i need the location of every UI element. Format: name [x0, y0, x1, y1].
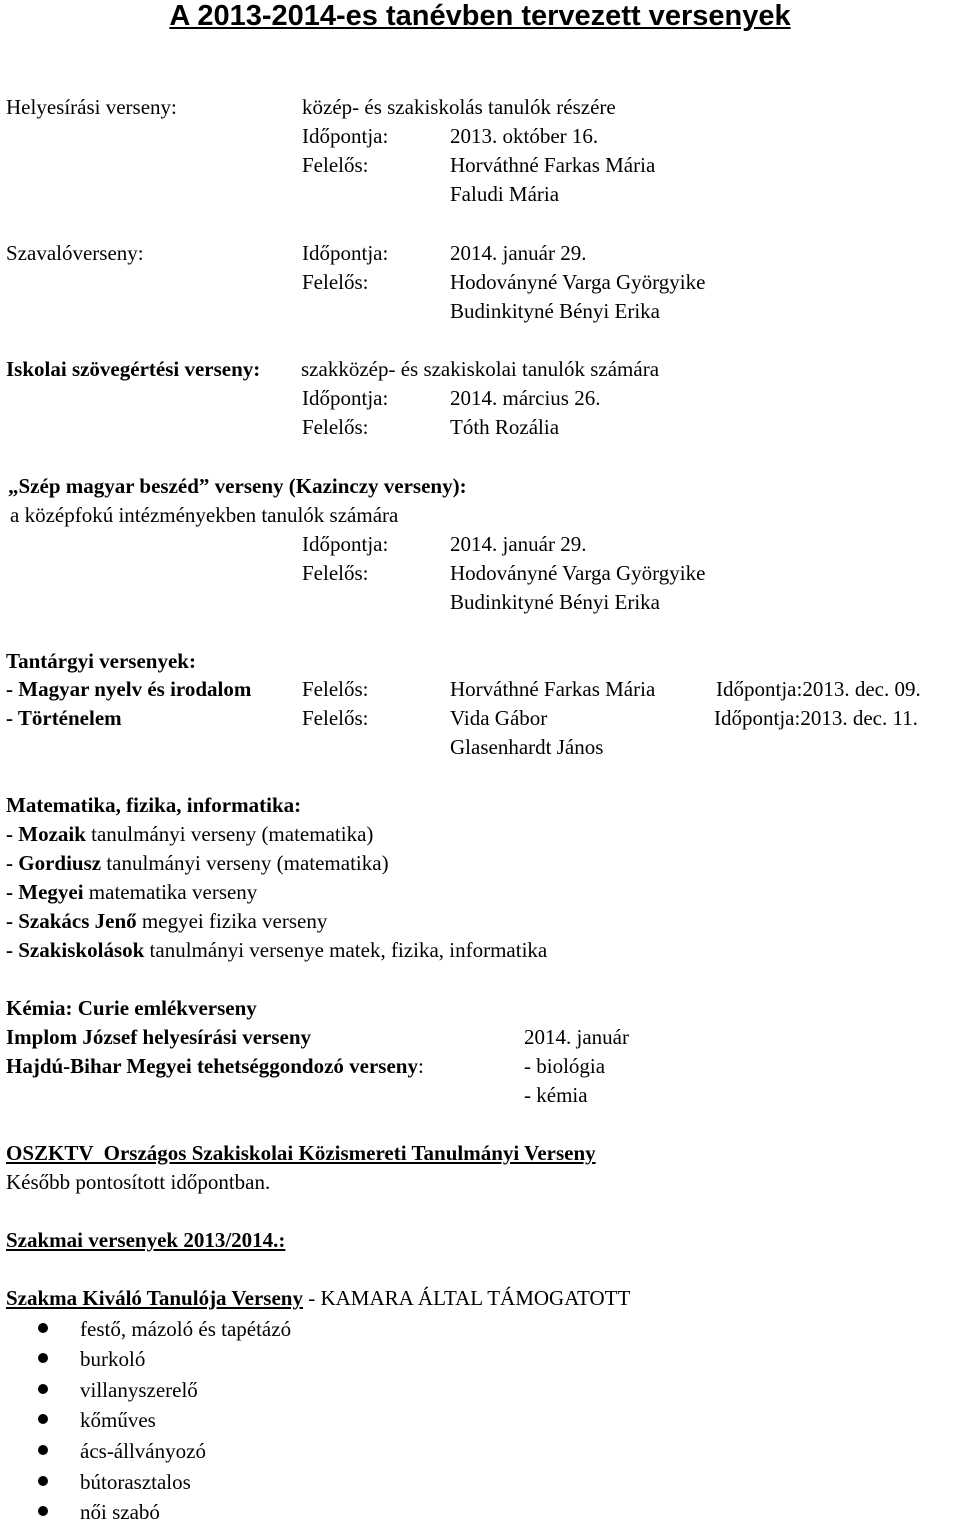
tantargyi-row-1-date: Időpontja:2013. dec. 09. — [716, 677, 921, 701]
bullet-icon — [38, 1476, 48, 1486]
bullet-icon — [38, 1384, 48, 1394]
oszktv-note: Később pontosított időpontban. — [6, 1170, 271, 1194]
bullet-icon — [38, 1353, 48, 1363]
matek-item-5 — [6, 938, 547, 962]
szep-magyar-date: 2014. január 29. — [450, 532, 587, 556]
kemia-line-3-colon: : — [417, 1054, 424, 1078]
matek-item-1-bold: - Mozaik — [6, 822, 86, 846]
matek-item-3-bold: - Megyei — [6, 880, 84, 904]
szovegertes-date-label: Időpontja: — [302, 386, 389, 410]
matek-item-5-rest: tanulmányi versenye matek, fizika, informatika — [144, 938, 548, 962]
tantargyi-row-2-subject: - Történelem — [6, 706, 122, 730]
helyesiras-label: Helyesírási verseny: — [6, 95, 177, 119]
tantargyi-row-1-resp: Horváthné Farkas Mária — [450, 677, 656, 701]
szakma-item-5: ács-állványozó — [80, 1439, 206, 1463]
szakmai-heading: Szakmai versenyek 2013/2014.: — [6, 1228, 286, 1252]
szep-magyar-resp-2: Budinkityné Bényi Erika — [450, 590, 660, 614]
szavalo-label: Szavalóverseny: — [6, 241, 144, 265]
szavalo-resp-2: Budinkityné Bényi Erika — [450, 299, 660, 323]
matek-item-2-rest: tanulmányi verseny (matematika) — [101, 851, 389, 875]
kemia-line-1: Kémia: Curie emlékverseny — [6, 996, 257, 1020]
helyesiras-target: közép- és szakiskolás tanulók részére — [302, 95, 616, 119]
matek-item-2 — [6, 851, 389, 875]
bullet-icon — [38, 1445, 48, 1455]
matek-item-4-rest: megyei fizika verseny — [136, 909, 328, 933]
szakma-kivalo-line — [6, 1286, 630, 1310]
szovegertes-target: szakközép- és szakiskolai tanulók számára — [301, 357, 660, 381]
szakma-item-1: festő, mázoló és tapétázó — [80, 1317, 292, 1341]
helyesiras-resp-2: Faludi Mária — [450, 182, 560, 206]
szakma-item-6: bútorasztalos — [80, 1470, 191, 1494]
kemia-line-2: Implom József helyesírási verseny — [6, 1025, 312, 1049]
matek-item-3-rest: matematika verseny — [83, 880, 258, 904]
tantargyi-row-1-subject: - Magyar nyelv és irodalom — [6, 677, 252, 701]
szavalo-resp-1: Hodoványné Varga Györgyike — [450, 270, 706, 294]
szep-magyar-date-label: Időpontja: — [302, 532, 389, 556]
szavalo-resp-label: Felelős: — [302, 270, 369, 294]
tantargyi-row-2-resp-2: Glasenhardt János — [450, 735, 604, 759]
matek-item-1 — [6, 822, 373, 846]
matek-item-5-bold: - Szakiskolások — [6, 938, 145, 962]
szep-magyar-resp-1: Hodoványné Varga Györgyike — [450, 561, 706, 585]
matek-item-3 — [6, 880, 257, 904]
helyesiras-resp-label: Felelős: — [302, 153, 369, 177]
bullet-icon — [38, 1323, 48, 1333]
matek-item-4 — [6, 909, 327, 933]
szovegertes-label: Iskolai szövegértési verseny: — [6, 357, 261, 381]
kemia-line-3-text: Hajdú-Bihar Megyei tehetséggondozó verseny — [6, 1054, 418, 1078]
tantargyi-row-2-resp-label: Felelős: — [302, 706, 369, 730]
matek-item-2-bold: - Gordiusz — [6, 851, 102, 875]
tantargyi-heading: Tantárgyi versenyek: — [6, 649, 196, 673]
szovegertes-resp: Tóth Rozália — [450, 415, 560, 439]
kemia-line-3 — [6, 1054, 424, 1078]
helyesiras-resp-1: Horváthné Farkas Mária — [450, 153, 656, 177]
szavalo-date: 2014. január 29. — [450, 241, 587, 265]
szakma-item-3: villanyszerelő — [80, 1378, 198, 1402]
oszktv-heading: OSZKTV Országos Szakiskolai Közismereti Tanulmányi Verseny — [6, 1141, 596, 1165]
bullet-icon — [38, 1506, 48, 1516]
szakma-item-2: burkoló — [80, 1347, 146, 1371]
bullet-icon — [38, 1414, 48, 1424]
matek-item-4-bold: - Szakács Jenő — [6, 909, 137, 933]
tantargyi-row-1-resp-label: Felelős: — [302, 677, 369, 701]
kemia-item-biologia: - biológia — [524, 1054, 606, 1078]
szakma-kivalo-suffix: - KAMARA ÁLTAL TÁMOGATOTT — [302, 1286, 631, 1310]
kemia-line-2-date: 2014. január — [524, 1025, 629, 1049]
szep-magyar-resp-label: Felelős: — [302, 561, 369, 585]
szovegertes-date: 2014. március 26. — [450, 386, 601, 410]
tantargyi-row-2-resp: Vida Gábor — [450, 706, 548, 730]
szakma-kivalo-heading: Szakma Kiváló Tanulója Verseny — [6, 1286, 303, 1310]
kemia-item-kemia: - kémia — [524, 1083, 588, 1107]
szavalo-date-label: Időpontja: — [302, 241, 389, 265]
szep-magyar-label: „Szép magyar beszéd” verseny (Kazinczy verseny): — [8, 474, 467, 498]
szakma-item-4: kőműves — [80, 1408, 156, 1432]
helyesiras-date: 2013. október 16. — [450, 124, 599, 148]
page-title: A 2013-2014-es tanévben tervezett versenyek — [169, 0, 791, 32]
szovegertes-resp-label: Felelős: — [302, 415, 369, 439]
matek-item-1-rest: tanulmányi verseny (matematika) — [85, 822, 374, 846]
szakma-item-7: női szabó — [80, 1500, 160, 1524]
helyesiras-date-label: Időpontja: — [302, 124, 389, 148]
szep-magyar-target: a középfokú intézményekben tanulók számára — [10, 503, 399, 527]
tantargyi-row-2-date: Időpontja:2013. dec. 11. — [714, 706, 918, 730]
matek-heading: Matematika, fizika, informatika: — [6, 793, 302, 817]
